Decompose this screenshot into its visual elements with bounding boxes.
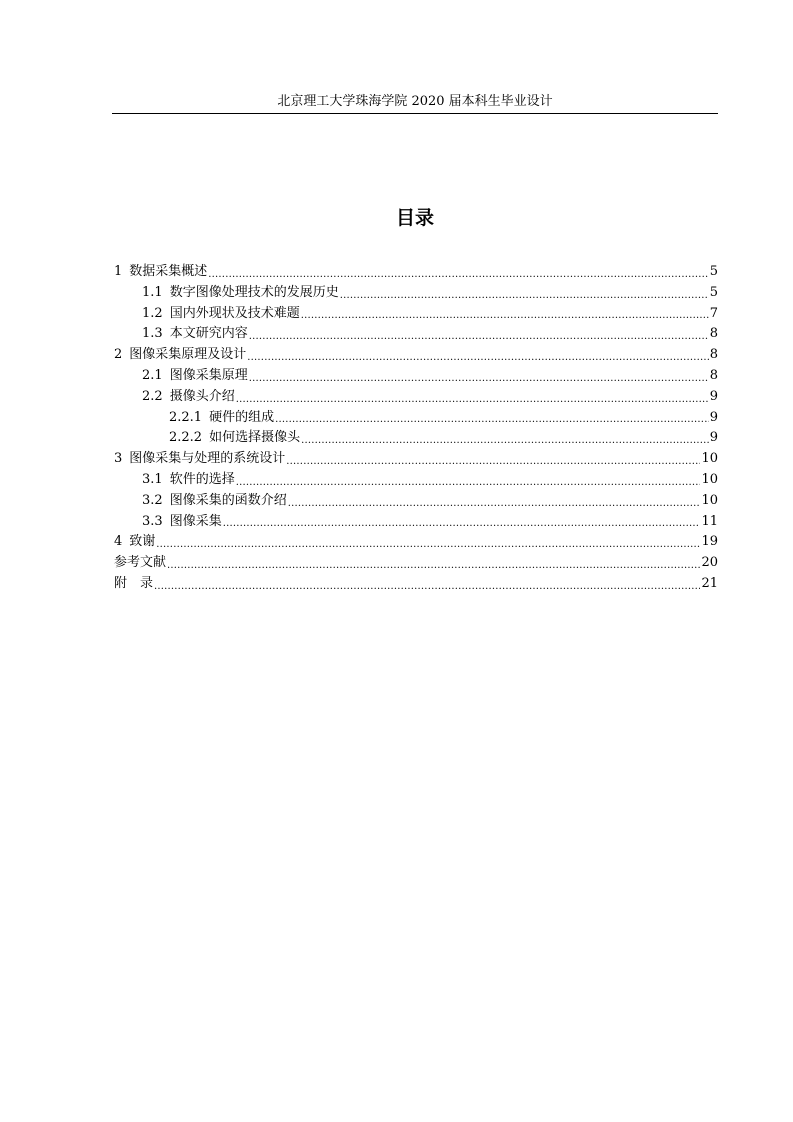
toc-entry-label — [114, 553, 166, 574]
toc-entry-2-2[interactable] — [114, 387, 718, 408]
toc-entry-number: 2.2.1 — [169, 409, 203, 425]
toc-entry-page: 9 — [709, 388, 718, 404]
toc-entry-page: 10 — [701, 492, 718, 508]
toc-entry-number: 3.3 — [142, 513, 163, 529]
dot-leader — [286, 449, 700, 470]
toc-entry-2-2-2[interactable] — [114, 428, 718, 449]
dot-leader — [167, 553, 700, 574]
toc-entry-number: 3.1 — [142, 471, 163, 487]
toc-entry-number: 1.3 — [142, 326, 163, 342]
toc-entry-title: 国内外现状及技术难题 — [169, 305, 300, 321]
toc-entry-number: 1.2 — [142, 305, 163, 321]
toc-entry-title: 致谢 — [129, 534, 156, 550]
toc-entry-label — [114, 262, 207, 283]
toc-entry-title: 参考文献 — [114, 555, 167, 571]
dot-leader — [249, 366, 709, 387]
toc-entry-title: 摄像头介绍 — [169, 388, 235, 404]
toc-entry-label — [114, 345, 246, 366]
toc-entry-3-1[interactable] — [114, 470, 718, 491]
toc-entry-label — [114, 574, 153, 595]
toc-entry-label — [142, 366, 248, 387]
toc-entry-number: 2.1 — [142, 367, 163, 383]
toc-entry-label — [169, 408, 274, 429]
toc-entry-1-2[interactable] — [114, 304, 718, 325]
toc-entry-2-1[interactable] — [114, 366, 718, 387]
dot-leader — [208, 262, 708, 283]
toc-entry-2[interactable] — [114, 345, 718, 366]
toc-entry-page: 7 — [709, 305, 718, 321]
dot-leader — [154, 574, 700, 595]
dot-leader — [223, 512, 701, 533]
toc-entry-page: 5 — [709, 264, 718, 279]
toc-entry-title: 如何选择摄像头 — [209, 430, 301, 446]
toc-entry-page: 11 — [701, 513, 718, 529]
toc-entry-page: 9 — [709, 430, 718, 446]
dot-leader — [340, 283, 709, 304]
toc-entry-page: 8 — [709, 326, 718, 342]
toc-entry-1-1[interactable] — [114, 283, 718, 304]
toc-entry-title: 图像采集原理及设计 — [129, 347, 247, 363]
toc-entry-title: 图像采集与处理的系统设计 — [129, 451, 286, 467]
toc-entry-title: 数字图像处理技术的发展历史 — [169, 284, 339, 300]
toc-entry-number: 2.2 — [142, 388, 163, 404]
toc-entry-page: 8 — [709, 367, 718, 383]
dot-leader — [301, 428, 709, 449]
toc-entry-title: 图像采集原理 — [169, 367, 248, 383]
toc-title: 目录 — [395, 207, 434, 229]
toc-entry-label — [142, 387, 235, 408]
toc-entry-title: 数据采集概述 — [129, 264, 208, 279]
toc-entry-label — [114, 532, 155, 553]
toc-entry-page: 10 — [701, 471, 718, 487]
toc-entry-label — [142, 283, 339, 304]
dot-leader — [156, 532, 700, 553]
toc-entry-number: 2.2.2 — [169, 430, 203, 446]
toc-entry-2-2-1[interactable] — [114, 408, 718, 429]
toc-entry-page: 9 — [709, 409, 718, 425]
toc-entry-3[interactable] — [114, 449, 718, 470]
toc-entry-page: 8 — [709, 347, 718, 363]
toc-entry-title: 本文研究内容 — [169, 326, 248, 342]
toc-entry-3-2[interactable] — [114, 491, 718, 512]
page-header: 北京理工大学珠海学院 2020 届本科生毕业设计 — [277, 94, 553, 109]
toc-entry-number: 3.2 — [142, 492, 163, 508]
toc-entry-3-3[interactable] — [114, 512, 718, 533]
toc-entry-label — [169, 428, 300, 449]
toc-entry-title: 软件的选择 — [169, 471, 235, 487]
toc-entry-4[interactable] — [114, 532, 718, 553]
toc-entry-number: 2 — [114, 347, 123, 363]
toc-entry-number: 4 — [114, 534, 123, 550]
toc-entry-title: 图像采集 — [169, 513, 222, 529]
toc-entry-title: 图像采集的函数介绍 — [169, 492, 287, 508]
dot-leader — [247, 345, 708, 366]
toc-entry-label — [142, 491, 287, 512]
toc-entry-page: 21 — [701, 575, 718, 591]
dot-leader — [275, 408, 709, 429]
toc-entry-references[interactable] — [114, 553, 718, 574]
toc-entry-number: 1 — [114, 264, 123, 279]
dot-leader — [249, 324, 709, 345]
toc-entry-page: 5 — [709, 284, 718, 300]
toc-entry-page: 10 — [701, 451, 718, 467]
toc-entry-title: 附 录 — [114, 575, 154, 591]
toc-entry-1-3[interactable] — [114, 324, 718, 345]
toc-entry-label — [142, 324, 248, 345]
toc-entry-number: 1.1 — [142, 284, 163, 300]
dot-leader — [288, 491, 701, 512]
toc-entry-number: 3 — [114, 451, 123, 467]
dot-leader — [236, 470, 701, 491]
toc-entry-label — [142, 304, 300, 325]
toc-entry-label — [142, 512, 222, 533]
dot-leader — [236, 387, 709, 408]
header-rule — [112, 113, 718, 114]
toc-entry-page: 20 — [701, 555, 718, 571]
table-of-contents — [114, 262, 718, 595]
toc-entry-label — [114, 449, 285, 470]
toc-entry-label — [142, 470, 235, 491]
toc-entry-1[interactable] — [114, 262, 718, 283]
dot-leader — [301, 304, 709, 325]
toc-entry-page: 19 — [701, 534, 718, 550]
toc-entry-title: 硬件的组成 — [209, 409, 275, 425]
toc-entry-appendix[interactable] — [114, 574, 718, 595]
